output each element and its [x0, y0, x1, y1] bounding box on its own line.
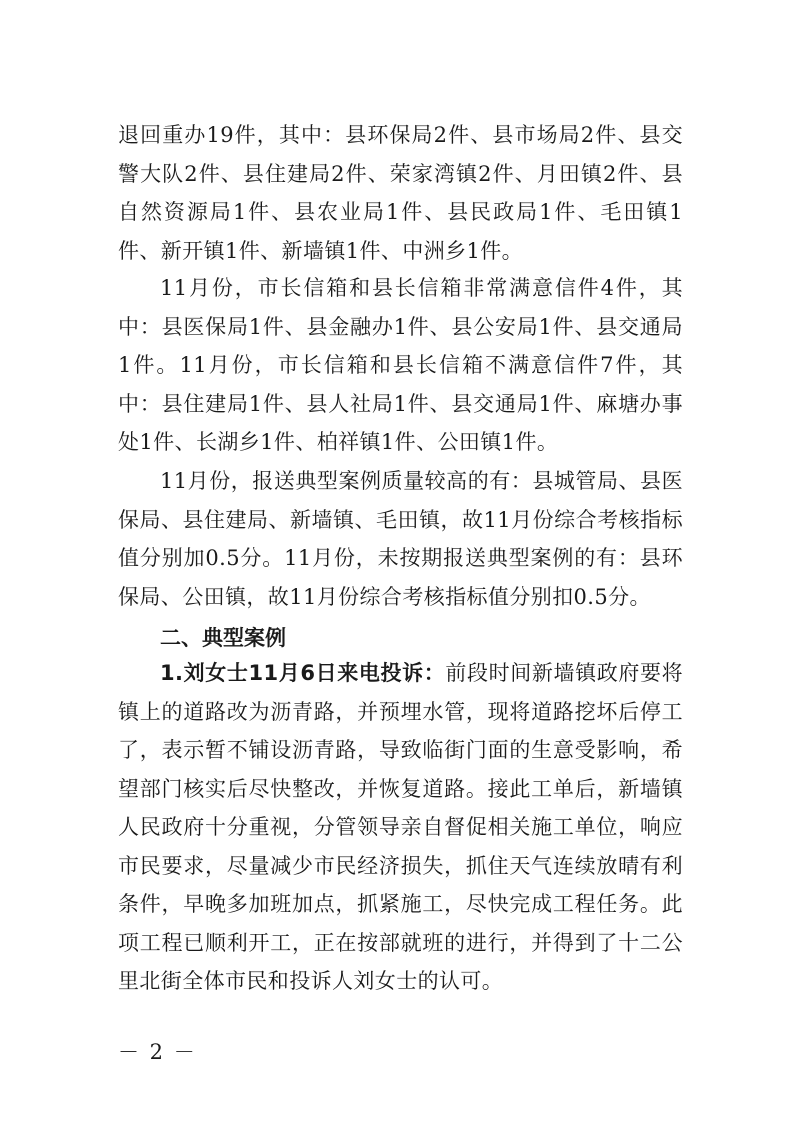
- case-1-body: 前段时间新墙镇政府要将镇上的道路改为沥青路，并预埋水管，现将道路挖坏后停工了，表示暂不铺设沥青路，导致临街门面的生意受影响，希望部门核实后尽快整改，并恢复道路。接此工单后，新墙镇人民政府十分重视，分管领导亲自督促相关施工单位，响应市民要求，尽量减少市民经济损失，抓住天气连续放晴有利条件，早晚多加班加点，抓紧施工，尽快完成工程任务。此项工程已顺利开工，正在按部就班的进行，并得到了十二公里北街全体市民和投诉人刘女士的认可。: [118, 661, 683, 993]
- paragraph-mailbox-satisfaction: 11月份，市长信箱和县长信箱非常满意信件4件，其中：县医保局1件、县金融办1件、县公安局1件、县交通局1件。11月份，市长信箱和县长信箱不满意信件7件，其中：县住建局1件、县人社局1件、县交通局1件、麻塘办事处1件、长湖乡1件、柏祥镇1件、公田镇1件。: [118, 276, 683, 454]
- section-heading: 二、典型案例: [160, 626, 286, 650]
- paragraph-typical-case-reports: 11月份，报送典型案例质量较高的有：县城管局、县医保局、县住建局、新墙镇、毛田镇，故11月份综合考核指标值分别加0.5分。11月份，未按期报送典型案例的有：县环保局、公田镇，故11月份综合考核指标值分别扣0.5分。: [118, 469, 683, 609]
- case-1-lead: 1.刘女士11月6日来电投诉：: [160, 661, 446, 685]
- case-1-paragraph: [118, 654, 683, 1001]
- page-number: － 2 －: [118, 1040, 197, 1064]
- paragraph-returned-cases: 退回重办19件，其中：县环保局2件、县市场局2件、县交警大队2件、县住建局2件、荣家湾镇2件、月田镇2件、县自然资源局1件、县农业局1件、县民政局1件、毛田镇1件、新开镇1件、新墙镇1件、中洲乡1件。: [118, 123, 683, 263]
